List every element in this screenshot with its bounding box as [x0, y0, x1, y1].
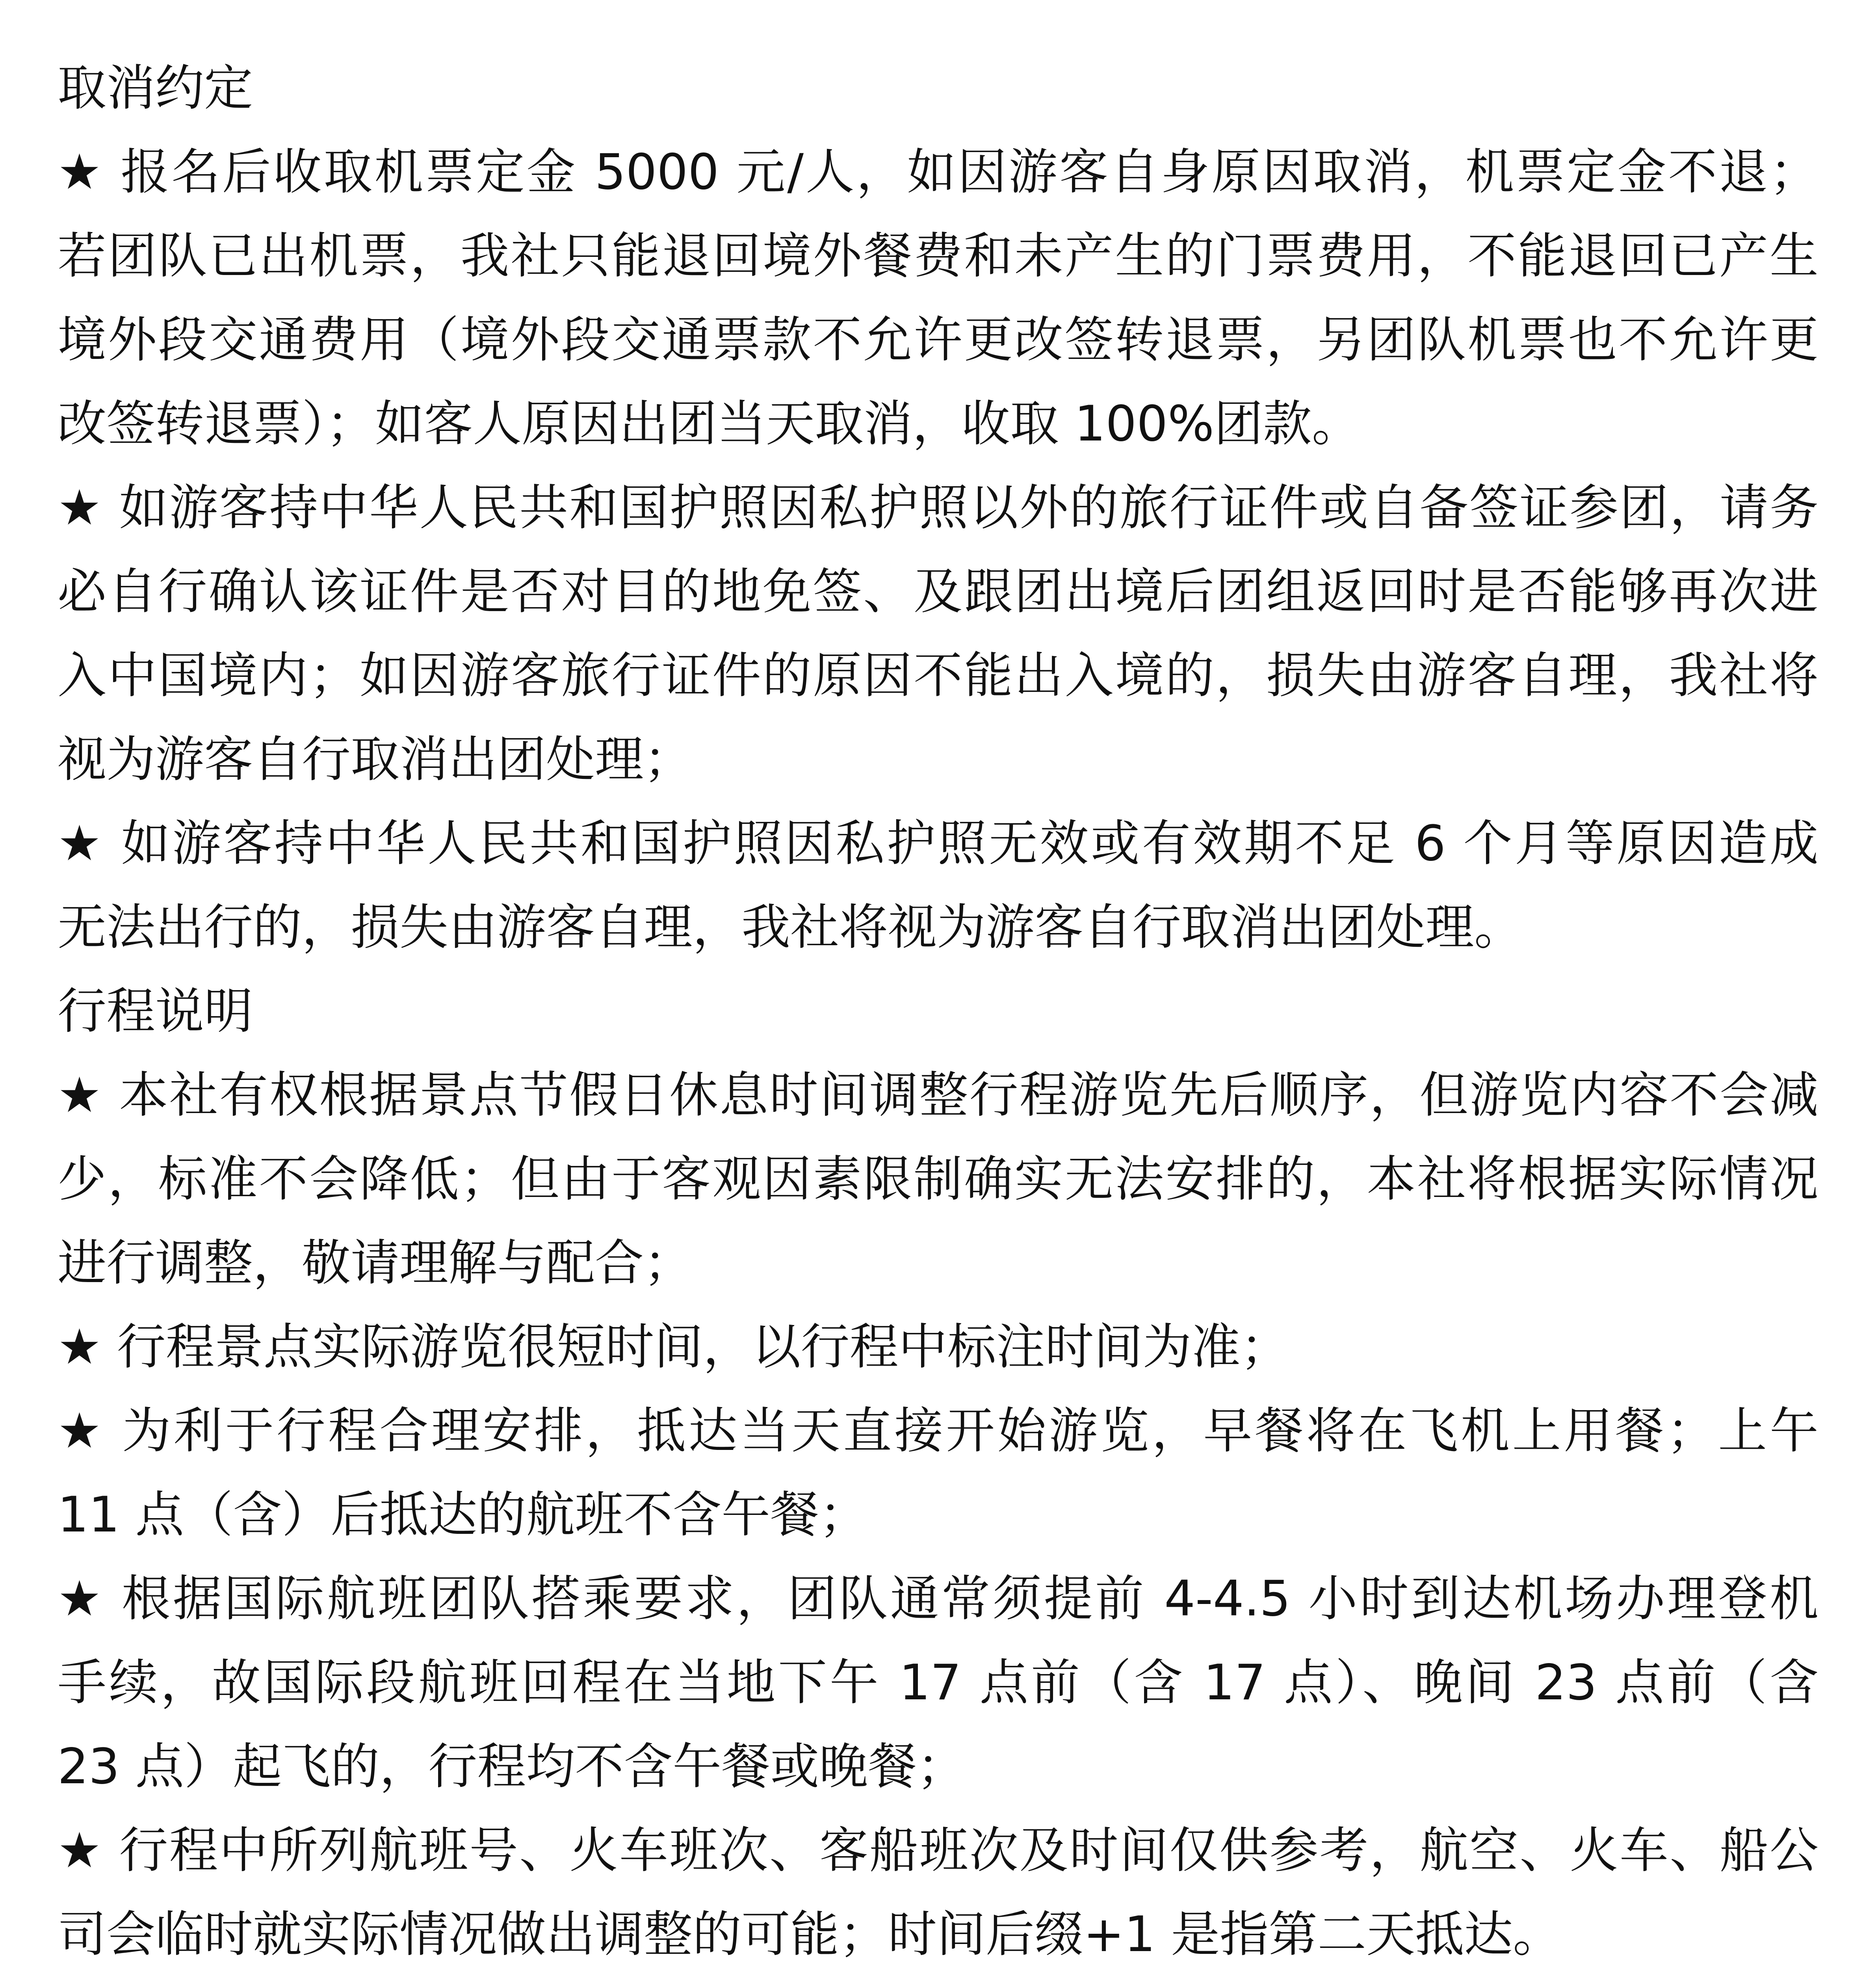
paragraph-line: ★ 本社有权根据景点节假日休息时间调整行程游览先后顺序，但游览内容不会减	[58, 1067, 1818, 1124]
paragraph-line: ★ 行程景点实际游览很短时间，以行程中标注时间为准；	[58, 1319, 1289, 1375]
paragraph-line: 若团队已出机票，我社只能退回境外餐费和未产生的门票费用，不能退回已产生	[58, 228, 1818, 284]
list-item	[58, 1054, 1818, 1305]
section-itinerary	[58, 970, 1818, 1970]
paragraph-line: 少，标准不会降低；但由于客观因素限制确实无法安排的，本社将根据实际情况	[58, 1151, 1818, 1208]
paragraph-line: 改签转退票）；如客人原因出团当天取消，收取 100%团款。	[58, 396, 1361, 452]
paragraph-line: ★ 报名后收取机票定金 5000 元/人，如因游客自身原因取消，机票定金不退；	[58, 144, 1818, 201]
section-heading: 行程说明	[58, 983, 253, 1040]
list-item	[58, 1305, 1818, 1389]
paragraph-line: 司会临时就实际情况做出调整的可能；时间后缀+1 是指第二天抵达。	[58, 1906, 1562, 1963]
paragraph-line: ★ 如游客持中华人民共和国护照因私护照无效或有效期不足 6 个月等原因造成	[58, 815, 1818, 872]
paragraph-line: 必自行确认该证件是否对目的地免签、及跟团出境后团组返回时是否能够再次进	[58, 563, 1818, 620]
list-item	[58, 1557, 1818, 1809]
paragraph-line: ★ 如游客持中华人民共和国护照因私护照以外的旅行证件或自备签证参团，请务	[58, 479, 1818, 536]
list-item	[58, 466, 1818, 802]
paragraph-line: 境外段交通费用（境外段交通票款不允许更改签转退票，另团队机票也不允许更	[58, 312, 1818, 368]
paragraph-line: ★ 根据国际航班团队搭乘要求，团队通常须提前 4-4.5 小时到达机场办理登机	[58, 1570, 1818, 1627]
section-cancellation	[58, 46, 1818, 970]
paragraph-line: ★ 为利于行程合理安排，抵达当天直接开始游览，早餐将在飞机上用餐；上午	[58, 1403, 1818, 1459]
paragraph-line: 入中国境内；如因游客旅行证件的原因不能出入境的，损失由游客自理，我社将	[58, 647, 1818, 704]
list-item	[58, 130, 1818, 466]
list-item	[58, 802, 1818, 970]
paragraph-line: 无法出行的，损失由游客自理，我社将视为游客自行取消出团处理。	[58, 899, 1523, 956]
paragraph-line: 11 点（含）后抵达的航班不含午餐；	[58, 1487, 868, 1543]
paragraph-line: 手续，故国际段航班回程在当地下午 17 点前（含 17 点）、晚间 23 点前（含	[58, 1654, 1818, 1711]
paragraph-line: 视为游客自行取消出团处理；	[58, 731, 693, 788]
list-item	[58, 1809, 1818, 1970]
paragraph-line: 23 点）起飞的，行程均不含午餐或晚餐；	[58, 1738, 966, 1795]
list-item	[58, 1389, 1818, 1557]
section-heading: 取消约定	[58, 60, 253, 117]
document-page	[58, 46, 1818, 1970]
paragraph-line: ★ 行程中所列航班号、火车班次、客船班次及时间仅供参考，航空、火车、船公	[58, 1822, 1818, 1879]
paragraph-line: 进行调整，敬请理解与配合；	[58, 1235, 693, 1292]
